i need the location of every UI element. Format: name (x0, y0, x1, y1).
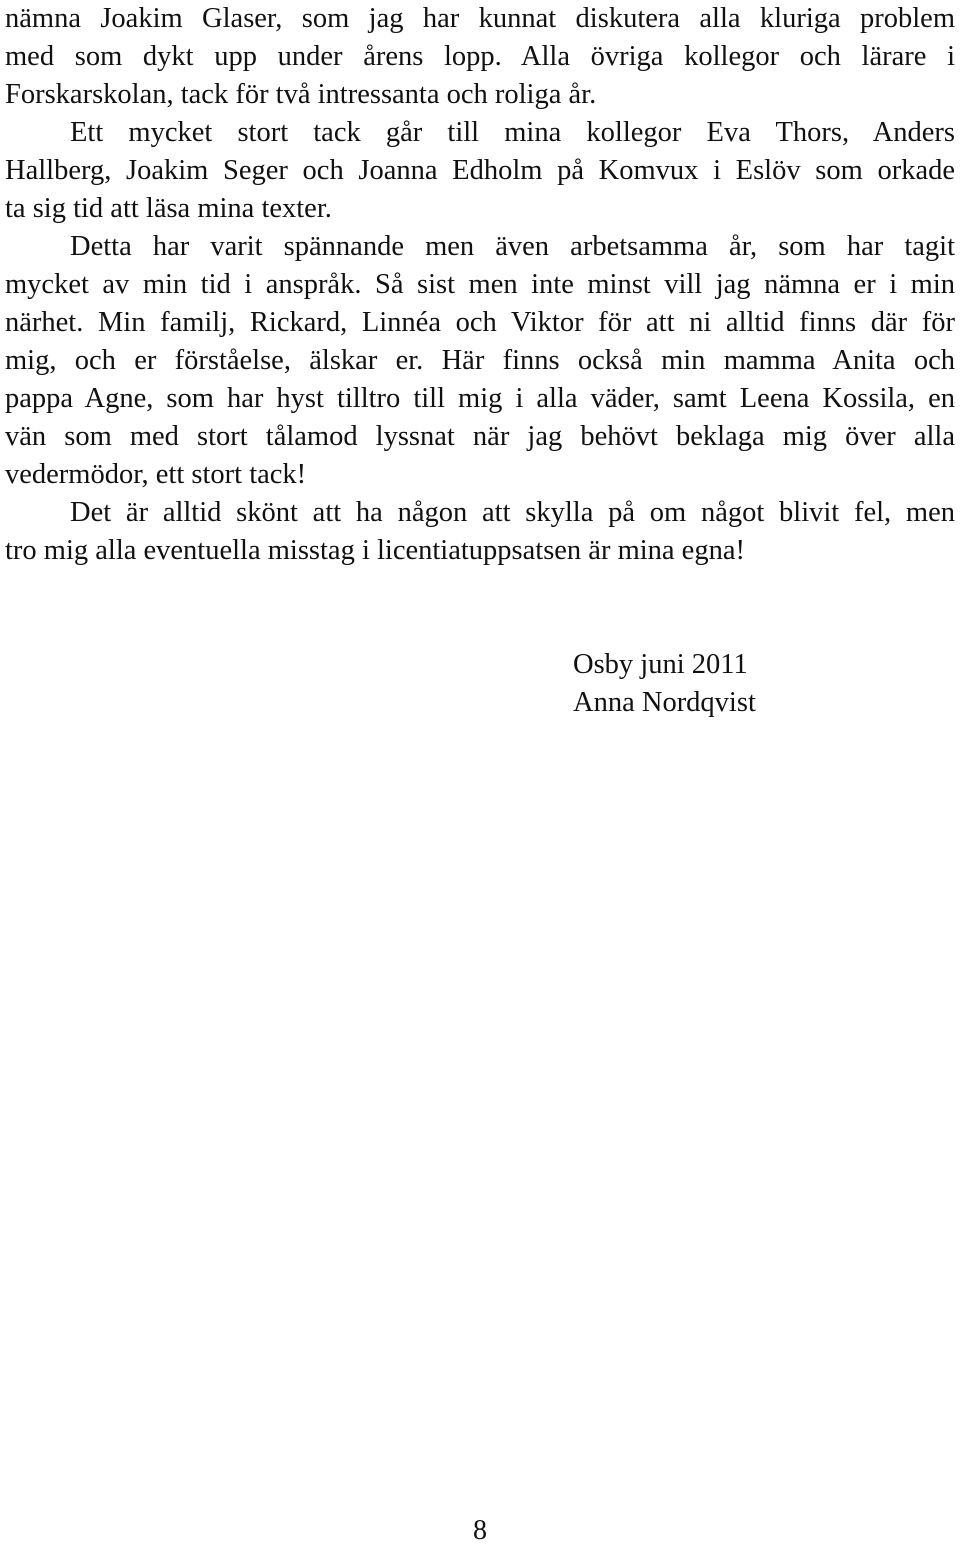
text-line: Detta har varit spännande men även arbetsamma år, som har tagit (70, 231, 955, 262)
text-line: pappa Agne, som har hyst tilltro till mig i alla väder, samt Leena Kossila, en (5, 383, 955, 414)
text-line: Det är alltid skönt att ha någon att skylla på om något blivit fel, men (70, 497, 955, 528)
text-line: mig, och er förståelse, älskar er. Här finns också min mamma Anita och (5, 345, 955, 376)
text-line: tro mig alla eventuella misstag i licentiatuppsatsen är mina egna! (5, 535, 745, 566)
signature-author: Anna Nordqvist (573, 687, 756, 718)
text-line: Ett mycket stort tack går till mina kollegor Eva Thors, Anders (70, 117, 955, 148)
text-line: nämna Joakim Glaser, som jag har kunnat diskutera alla kluriga problem (5, 3, 955, 34)
text-line: med som dykt upp under årens lopp. Alla övriga kollegor och lärare i (5, 41, 955, 72)
text-line: ta sig tid att läsa mina texter. (5, 193, 332, 224)
text-line: vän som med stort tålamod lyssnat när jag behövt beklaga mig över alla (5, 421, 955, 452)
page-number: 8 (473, 1515, 487, 1546)
text-line: närhet. Min familj, Rickard, Linnéa och Viktor för att ni alltid finns där för (5, 307, 955, 338)
text-line: mycket av min tid i anspråk. Så sist men inte minst vill jag nämna er i min (5, 269, 955, 300)
signature-place-date: Osby juni 2011 (573, 649, 748, 680)
text-line: Forskarskolan, tack för två intressanta och roliga år. (5, 79, 597, 110)
text-line: vedermödor, ett stort tack! (5, 459, 307, 490)
text-line: Hallberg, Joakim Seger och Joanna Edholm på Komvux i Eslöv som orkade (5, 155, 955, 186)
